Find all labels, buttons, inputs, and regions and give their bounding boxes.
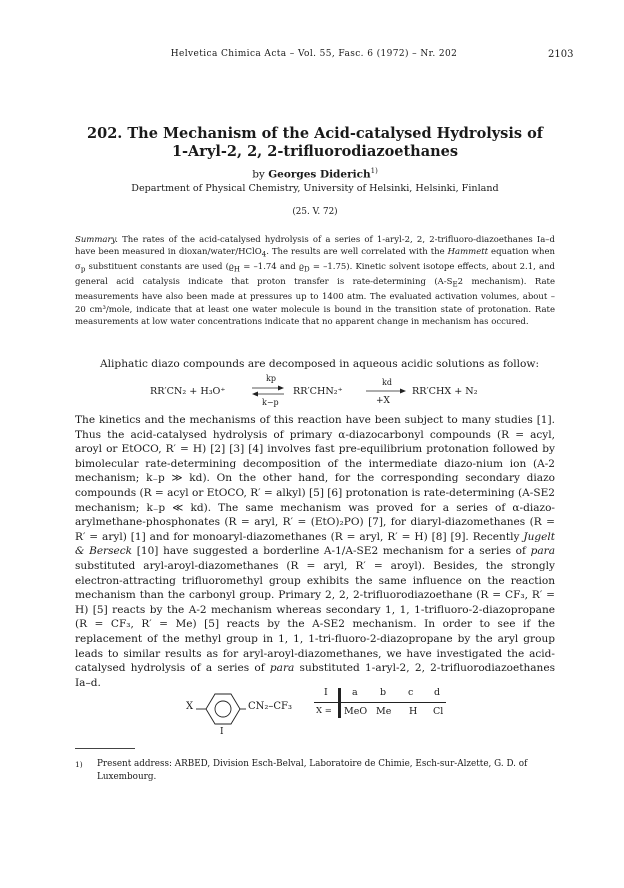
sub-e: E <box>452 279 458 289</box>
footnote-text: Present address: ARBED, Division Esch-Belval, Laboratoire de Chimie, Esch-sur-Alzette, G. D. of Luxembourg. <box>97 759 528 783</box>
affiliation: Department of Physical Chemistry, University of Helsinki, Helsinki, Finland <box>131 183 499 194</box>
table-header-cell: d <box>434 687 441 698</box>
para-italic-2: para <box>269 662 295 675</box>
eq-k-forward: kp <box>266 374 276 383</box>
body-text-4: substituted 1-aryl-2, 2, 2-trifluorodiazoethanes Ia–d. <box>75 662 555 689</box>
abstract-text-g: 2 mechanism). Rate measurements have also been made at pressures up to 1400 atm. The evaluated activation volumes, about – 20 cm³/mole, indicate that at least one water molecule is bound in the transition state of protonation. Rate measurements at low water concentrations indicate that no apparent change in mechanism has occured. <box>75 277 555 327</box>
byline-prefix: by <box>252 168 265 181</box>
title-line-1: 202. The Mechanism of the Acid-catalysed Hydrolysis of <box>87 125 543 142</box>
title-line-2: 1-Aryl-2, 2, 2-trifluorodiazoethanes <box>171 143 459 160</box>
table-cell: Cl <box>433 706 444 717</box>
table-cell: Me <box>376 706 392 717</box>
abstract-text-e: = –1.74 and ϱ <box>240 262 304 273</box>
table-cell: X = <box>316 706 332 716</box>
footnote-mark: 1) <box>75 760 83 769</box>
abstract-text-a: The rates of the acid-catalysed hydrolysis of a series of 1-aryl-2, 2, 2-trifluoro-diazoethanes Ia–d have been measured in dioxan/water/HClO <box>75 235 555 258</box>
body-paragraph <box>75 413 555 690</box>
compound-label: I <box>220 727 224 737</box>
page-number: 2103 <box>548 49 574 60</box>
received-date: (25. V. 72) <box>292 207 338 217</box>
structure-x: X <box>186 701 194 712</box>
abstract <box>75 234 555 328</box>
abstract-label: Summary. <box>75 235 118 245</box>
sub-h: H <box>233 264 241 274</box>
footnote-rule <box>75 748 135 749</box>
table-header-cell: c <box>408 687 414 698</box>
running-head: Helvetica Chimica Acta – Vol. 55, Fasc. 6 (1972) – Nr. 202 <box>170 49 458 59</box>
table-header-cell: b <box>380 687 387 698</box>
body-text-2: [10] have suggested a borderline A-1/A-SE2 mechanism for a series of <box>132 545 531 558</box>
lead-sentence: Aliphatic diazo compounds are decomposed in aqueous acidic solutions as follow: <box>100 358 540 370</box>
structure-group: CN₂–CF₃ <box>248 701 293 712</box>
table-rule <box>314 702 446 703</box>
abstract-text-b: . The results are well correlated with the <box>266 247 448 258</box>
table-cell: H <box>409 706 418 717</box>
sub-4: 4 <box>261 249 267 259</box>
abstract-text-d: substituent constants are used (ϱ <box>85 262 234 273</box>
structure-formula <box>186 683 446 737</box>
eq-reactant: RR′CN₂ + H₃O⁺ <box>150 386 226 397</box>
sub-p: p <box>80 264 86 274</box>
eq-k-reverse: k−p <box>262 398 279 407</box>
hammett-name: Hammett <box>447 247 489 258</box>
table-cell: MeO <box>344 706 368 717</box>
abstract-text-c: equation when σ <box>75 247 555 273</box>
body-text-1: The kinetics and the mechanisms of this reaction have been subject to many studies [1]. Thus the acid-catalysed hydrolysis of primary α-diazocarbonyl compounds (R = acyl, aroyl or EtOCO, R′ = H) [2] [3] [4] involves fast pre-equilibrium protonation followed by bimolecular rate-determining decomposition of the intermediate diazo-nium ion (A-2 mechanism; k₋p ≫ kd). On the other hand, for the corresponding secondary diazo compounds (R = acyl or EtOCO, R′ = alkyl) [5] [6] protonation is rate-determining (A-SE2 mechanism; k₋p ≪ kd). The same mechanism was proved for a series of α-diazo-arylmethane-phosphonates (R = aryl, R′ = (EtO)₂PO) [7], for diaryl-diazomethanes (R = R′ = aryl) [1] and for monoaryl-diazomethanes (R = aryl, R′ = H) [8] [9]. Recently <box>75 414 555 543</box>
equilibrium-arrow-icon <box>250 384 286 398</box>
benzene-ring-icon <box>196 687 246 731</box>
reaction-equation <box>150 372 478 408</box>
sub-d: D <box>304 264 310 274</box>
table-divider <box>338 688 341 718</box>
substituent-table <box>314 687 446 727</box>
eq-product: RR′CHX + N₂ <box>412 386 478 397</box>
eq-intermediate: RR′CHN₂⁺ <box>293 386 343 397</box>
author-footnote-mark: 1) <box>370 167 378 175</box>
eq-plus-x: +X <box>376 396 390 406</box>
abstract-text-f: = –1.75). Kinetic solvent isotope effects, about 2.1, and general acid catalysis indicate that proton transfer is rate-determining (A-S <box>75 262 556 288</box>
para-italic-1: para <box>530 545 555 558</box>
table-header-cell: I <box>324 687 328 698</box>
author-name: Georges Diderich <box>268 168 371 181</box>
footnote <box>75 758 555 785</box>
cited-authors: Jugelt & Berseck <box>75 530 555 558</box>
eq-kd: kd <box>382 378 392 387</box>
body-text-3: substituted aryl-aroyl-diazomethanes (R = aryl, R′ = aroyl). Besides, the strongly electron-attracting trifluoromethyl group exhibits the same influence on the reaction mechanism than the carbonyl group. Primary 2, 2, 2-trifluorodiazoethane (R = CF₃, R′ = H) [5] reacts by the A-2 mechanism whereas secondary 1, 1, 1-trifluoro-2-diazopropane (R = CF₃, R′ = Me) [5] reacts by the A-SE2 mechanism. In order to see if the replacement of the methyl group in 1, 1, 1-tri-fluoro-2-diazopropane by the aryl group leads to similar results as for aryl-aroyl-diazomethanes, we have investigated the acid-catalysed hydrolysis of a series of <box>75 559 555 675</box>
byline <box>60 167 570 181</box>
article-title <box>60 125 570 161</box>
table-header-cell: a <box>352 687 358 698</box>
forward-arrow-icon <box>364 387 408 395</box>
